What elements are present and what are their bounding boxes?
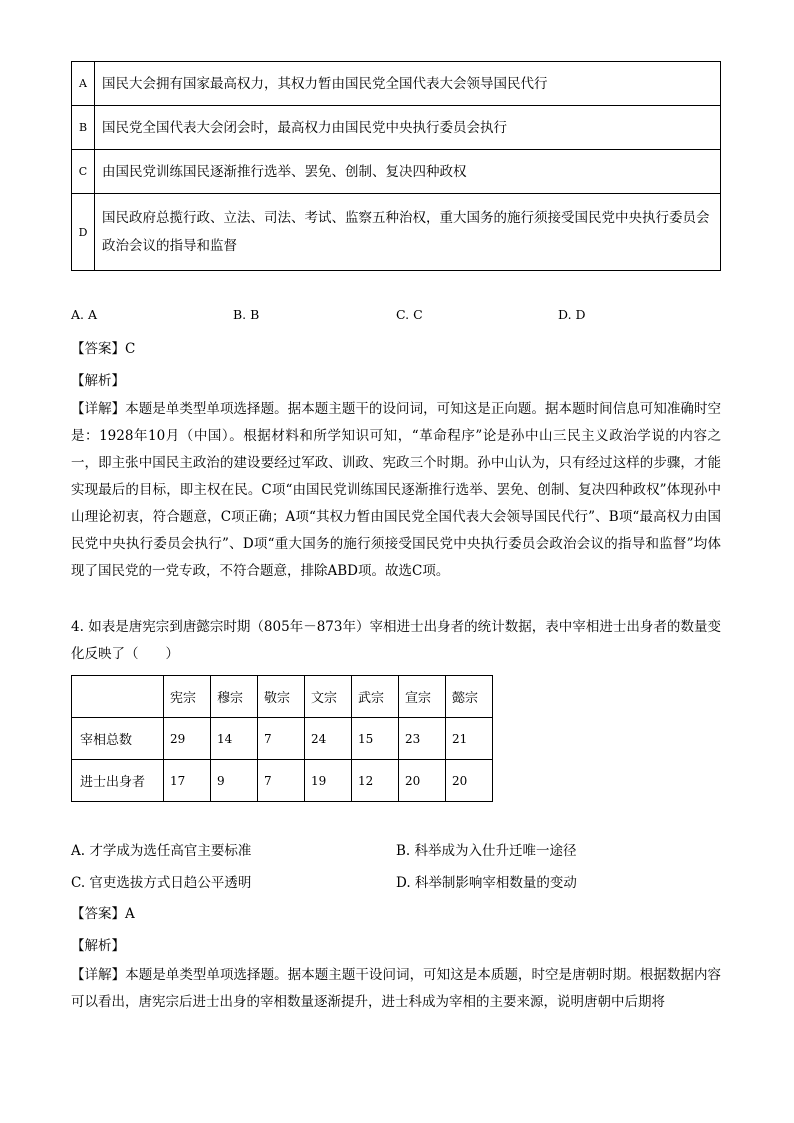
q4-choice-c: C. 官吏选拔方式日趋公平透明 (71, 875, 252, 891)
q4-data-table (71, 675, 493, 802)
table-cell: 20 (399, 760, 446, 802)
option-row (72, 194, 721, 271)
table-header: 宪宗 (164, 676, 211, 718)
option-text: 国民政府总揽行政、立法、司法、考试、监察五种治权，重大国务的施行须接受国民党中央执行委员会政治会议的指导和监督 (95, 194, 721, 271)
option-text: 国民党全国代表大会闭会时，最高权力由国民党中央执行委员会执行 (95, 106, 721, 150)
table-header: 敬宗 (258, 676, 305, 718)
row-label: 进士出身者 (72, 760, 164, 802)
q3-analysis-label: 【解析】 (71, 373, 125, 389)
q3-choice-d: D. D (558, 307, 586, 322)
table-row (72, 718, 493, 760)
table-cell: 20 (446, 760, 493, 802)
table-header: 文宗 (305, 676, 352, 718)
table-header: 懿宗 (446, 676, 493, 718)
table-cell: 7 (258, 718, 305, 760)
table-cell: 19 (305, 760, 352, 802)
table-cell: 14 (211, 718, 258, 760)
table-cell (72, 676, 164, 718)
options-table (71, 61, 721, 271)
table-cell: 7 (258, 760, 305, 802)
q4-choice-d: D. 科举制影响宰相数量的变动 (396, 875, 577, 891)
table-cell: 9 (211, 760, 258, 802)
q4-analysis-label: 【解析】 (71, 938, 125, 954)
q4-choice-a: A. 才学成为选任高官主要标准 (71, 843, 252, 859)
q4-choice-b: B. 科举成为入仕升迁唯一途径 (396, 843, 577, 859)
table-row (72, 760, 493, 802)
option-letter: A (72, 62, 95, 106)
option-row (72, 150, 721, 194)
option-text: 国民大会拥有国家最高权力，其权力暂由国民党全国代表大会领导国民代行 (95, 62, 721, 106)
table-cell: 29 (164, 718, 211, 760)
q3-detail: 【详解】本题是单类型单项选择题。据本题主题干的设问词，可知这是正向题。据本题时间信息可知准确时空是：1928年10月（中国）。根据材料和所学知识可知，“革命程序”论是孙中山三民主义政治学说的内容之一，即主张中国民主政治的建设要经过军政、训政、宪政三个时期。孙中山认为，只有经过这样的步骤，才能实现最后的目标，即主权在民。C项“由国民党训练国民逐渐推行选举、罢免、创制、复决四种政权”体现孙中山理论初衷，符合题意，C项正确；A项“其权力暂由国民党全国代表大会领导国民代行”、B项“最高权力由国民党中央执行委员会执行”、D项“重大国务的施行须接受国民党中央执行委员会政治会议的指导和监督”均体现了国民党的一党专政，不符合题意，排除ABD项。故选C项。 (71, 401, 721, 579)
row-label: 宰相总数 (72, 718, 164, 760)
option-letter: B (72, 106, 95, 150)
q4-stem: 4. 如表是唐宪宗到唐懿宗时期（805年－873年）宰相进士出身者的统计数据，表中宰相进士出身者的数量变化反映了（ ） (71, 619, 721, 662)
q4-answer: 【答案】A (71, 906, 135, 922)
q3-answer: 【答案】C (71, 341, 136, 357)
table-header-row (72, 676, 493, 718)
table-header: 穆宗 (211, 676, 258, 718)
option-row (72, 62, 721, 106)
table-cell: 12 (352, 760, 399, 802)
option-text: 由国民党训练国民逐渐推行选举、罢免、创制、复决四种政权 (95, 150, 721, 194)
option-row (72, 106, 721, 150)
table-cell: 21 (446, 718, 493, 760)
q4-detail: 【详解】本题是单类型单项选择题。据本题主题干设问词，可知这是本质题，时空是唐朝时期。根据数据内容可以看出，唐宪宗后进士出身的宰相数量逐渐提升，进士科成为宰相的主要来源，说明唐朝中后期将 (71, 967, 721, 1010)
q3-choice-c: C. C (396, 307, 423, 322)
table-cell: 17 (164, 760, 211, 802)
table-header: 宣宗 (399, 676, 446, 718)
table-cell: 23 (399, 718, 446, 760)
q3-choice-b: B. B (233, 307, 260, 322)
option-letter: C (72, 150, 95, 194)
q3-choice-a: A. A (71, 307, 98, 322)
table-header: 武宗 (352, 676, 399, 718)
table-cell: 15 (352, 718, 399, 760)
table-cell: 24 (305, 718, 352, 760)
option-letter: D (72, 194, 95, 271)
